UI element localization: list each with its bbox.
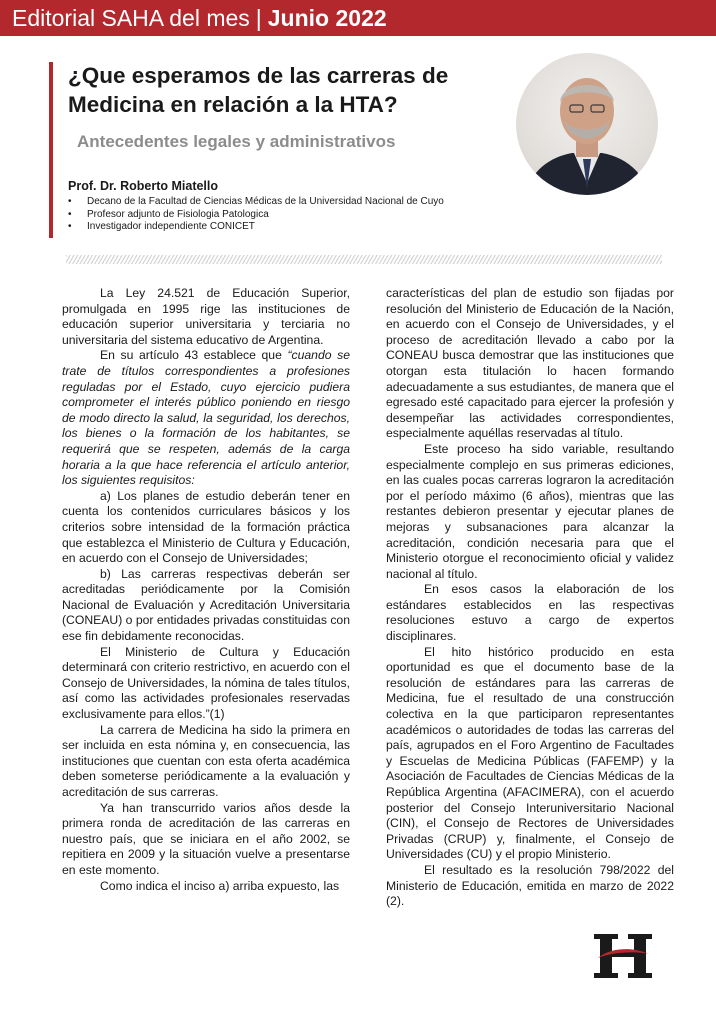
section-divider	[66, 255, 662, 264]
paragraph: El hito histórico producido en esta oportunidad es que el documento base de la resolución de estándares para las carreras de Medicina, fue el resultado de una construcción colectiva en la que participaron representantes académicos o autoridades de todas las carreras del país, agrupados en el Foro Argentino de Facultades y Escuelas de Medicina Públicas (FAFEMP) y la Asociación de Facultades de Ciencias Médicas de la República Argentina (AFACIMERA), con el acuerdo posterior del Consejo Interuniversitario Nacional (CIN), el Consejo de Rectores de Universidades Privadas (CRUP) y, finalmente, el Consejo de Universidades (CU) y el propio Ministerio.	[386, 644, 674, 862]
bullet-icon: •	[68, 221, 72, 232]
article-subtitle: Antecedentes legales y administrativos	[77, 132, 396, 151]
credential-item	[68, 221, 444, 234]
paragraph: La carrera de Medicina ha sido la primera en ser incluida en esta nómina y, en consecuencia, las instituciones que cuentan con esta oferta académica deben someterse periódicamente a la evaluación y acreditación de sus carreras.	[62, 722, 350, 799]
author-credentials	[68, 196, 444, 234]
paragraph: El resultado es la resolución 798/2022 del Ministerio de Educación, emitida en marzo de 2022 (2).	[386, 862, 674, 909]
paragraph: Ya han transcurrido varios años desde la primera ronda de acreditación de las carreras en nuestro país, que se iniciara en el año 2002, se repitiera en 2009 y la situación vuelve a presentarse en este momento.	[62, 800, 350, 877]
paragraph: Como indica el inciso a) arriba expuesto, las	[100, 878, 340, 893]
author-portrait-icon	[516, 53, 658, 195]
paragraph-lead: En su artículo 43 establece que	[100, 348, 288, 363]
law-quote: “cuando se trate de títulos correspondientes a profesiones reguladas por el Estado, cuyo ejercicio pudiera comprometer el interés público poniendo en riesgo de modo directo la salud, la seguridad, los derechos, los bienes o la formación de los habitantes, se requerirá que se respeten, además de la carga horaria a la que hace referencia el artículo anterior, los siguientes requisitos:	[62, 348, 350, 488]
paragraph: En esos casos la elaboración de los estándares establecidos en las respectivas resoluciones estuvo a cargo de expertos disciplinares.	[386, 582, 674, 644]
credential-text: Decano de la Facultad de Ciencias Médicas de la Universidad Nacional de Cuyo	[87, 196, 444, 207]
paragraph	[62, 348, 350, 488]
credential-text: Investigador independiente CONICET	[87, 221, 255, 232]
credential-item	[68, 209, 444, 222]
paragraph: b) Las carreras respectivas deberán ser acreditadas periódicamente por la Comisión Nacional de Evaluación y Acreditación Universitaria (CONEAU) o por entidades privadas constituidas con ese fin debidamente reconocidas.	[62, 566, 350, 644]
banner-date: Junio 2022	[267, 5, 387, 31]
credential-item	[68, 196, 444, 209]
banner-section: Editorial SAHA del mes	[12, 5, 250, 31]
banner-separator: |	[255, 5, 262, 31]
credential-text: Profesor adjunto de Fisiologia Patologica	[87, 208, 269, 220]
paragraph: a) Los planes de estudio deberán tener en cuenta los contenidos curriculares básicos y los criterios sobre intensidad de la formación práctica que establezca el Ministerio de Cultura y Educación, en acuerdo con el Consejo de Universidades;	[62, 488, 350, 566]
bullet-icon: •	[68, 196, 72, 207]
author-name: Prof. Dr. Roberto Miatello	[68, 179, 219, 193]
title-accent-bar	[49, 62, 53, 238]
saha-logo-icon	[594, 932, 652, 980]
paragraph: Este proceso ha sido variable, resultando especialmente complejo en sus primeras ediciones, en las cuales pocas carreras lograron la acreditación por el período máximo (6 años), mientras que las restantes debieron presentar y ejecutar planes de mejoras y subsanaciones para alcanzar la acreditación, condición necesaria para que el Ministerio otorgue el reconocimiento oficial y validez nacional al título.	[386, 441, 674, 581]
article-title: ¿Que esperamos de las carreras de Medicina en relación a la HTA?	[68, 63, 449, 117]
body-column-left	[62, 286, 350, 894]
paragraph: El Ministerio de Cultura y Educación determinará con criterio restrictivo, en acuerdo con el Consejo de Universidades, la nómina de tales títulos, así como las actividades profesionales reservadas exclusivamente para ellos.”(1)	[62, 644, 350, 722]
author-photo	[516, 53, 658, 195]
paragraph: características del plan de estudio son fijadas por resolución del Ministerio de Educación de la Nación, en acuerdo con el Consejo de Universidades, y el proceso de acreditación llevado a cabo por la CONEAU busca demostrar que las instituciones que otorgan esta titulación lo hacen formando adecuadamente a sus estudiantes, de manera que el egresado esté capacitado para ejercer la profesión y desempeñar las actividades correspondientes, especialmente aquéllas reservadas al título.	[386, 286, 674, 441]
paragraph: La Ley 24.521 de Educación Superior, promulgada en 1995 rige las instituciones de educación superior universitaria y terciaria no universitaria del sistema educativo de Argentina.	[62, 286, 350, 347]
body-column-right	[386, 286, 674, 910]
saha-h-logo-icon	[594, 932, 652, 980]
header-banner	[0, 0, 716, 36]
bullet-icon: •	[68, 208, 72, 220]
